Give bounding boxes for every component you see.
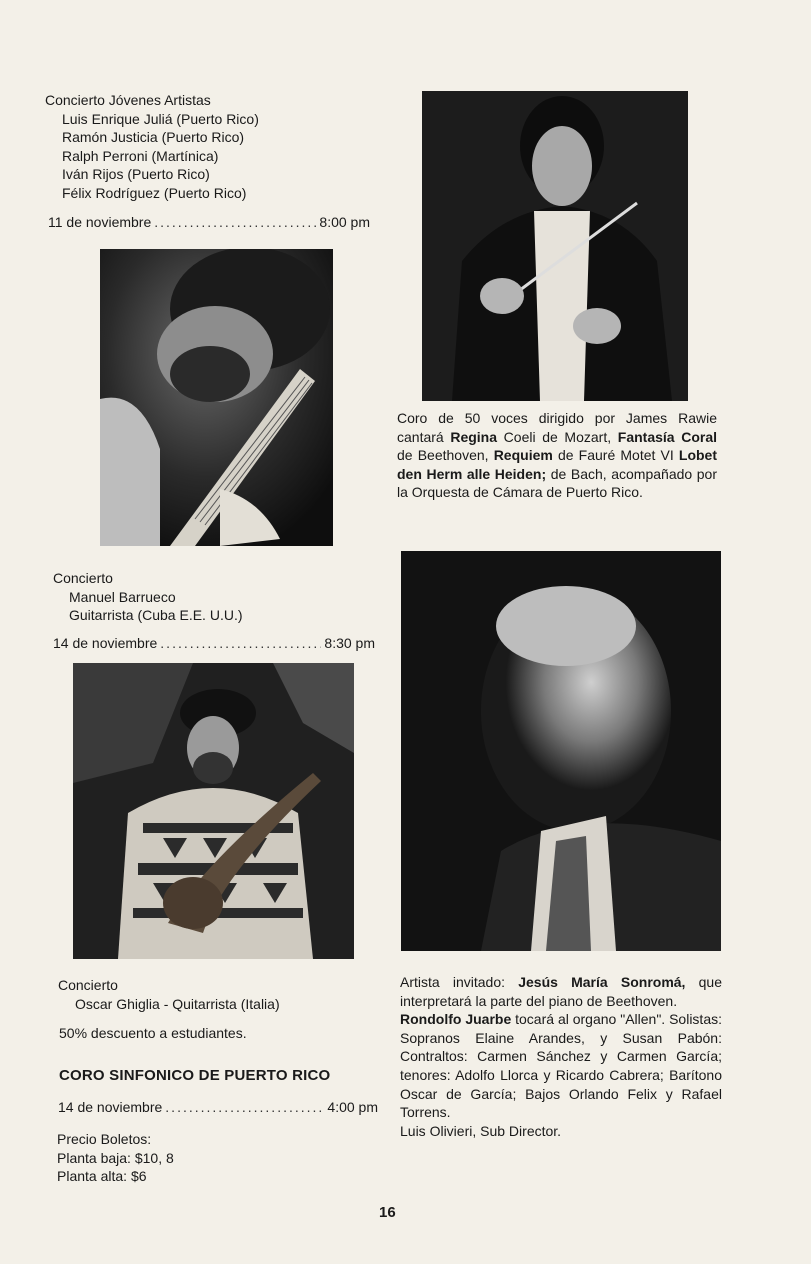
- choir-text: de Fauré Motet VI: [552, 447, 679, 464]
- pianist-portrait-photo: [401, 551, 721, 951]
- prices-title: Precio Boletos:: [57, 1131, 152, 1147]
- artist-name: Félix Rodríguez (Puerto Rico): [62, 184, 247, 201]
- choir-heading: CORO SINFONICO DE PUERTO RICO: [59, 1067, 331, 1084]
- work-title: Fantasía Coral: [617, 428, 717, 445]
- artist-name: Iván Rijos (Puerto Rico): [62, 166, 210, 183]
- schedule-line: [53, 635, 375, 651]
- schedule-date: 14 de noviembre: [53, 635, 158, 651]
- concert-title: Concierto Jóvenes Artistas: [45, 92, 211, 108]
- schedule-line: [48, 214, 370, 230]
- guitarist-sweater-photo: [73, 663, 354, 959]
- student-discount: 50% descuento a estudiantes.: [59, 1025, 247, 1041]
- choir-text: Coeli de Mozart,: [497, 428, 618, 445]
- guitarist-photo: [100, 249, 333, 546]
- performer-info: [53, 588, 373, 625]
- guest-text: Artista invitado:: [400, 974, 519, 990]
- leader-dots: [154, 214, 316, 230]
- guest-text: que interpretará la parte del piano de Beethoven.: [400, 974, 723, 1009]
- artist-name: Luis Enrique Juliá (Puerto Rico): [62, 110, 259, 127]
- ticket-prices: [57, 1130, 377, 1186]
- choir-text: Coro de 50 voces dirigido por James Rawie cantará: [397, 410, 717, 445]
- artist-list: [45, 110, 375, 203]
- artist-name: Ralph Perroni (Martínica): [62, 147, 219, 164]
- performer-name: Oscar Ghiglia - Quitarrista (Italia): [75, 995, 280, 1012]
- schedule-time: 4:00 pm: [327, 1099, 378, 1115]
- leader-dots: [160, 635, 321, 651]
- artist-name: Ramón Justicia (Puerto Rico): [62, 129, 245, 146]
- work-title: Requiem: [493, 447, 553, 464]
- price-upper-level: Planta alta: $6: [57, 1168, 147, 1185]
- work-title: Lobet den Herm alle Heiden;: [397, 447, 717, 482]
- schedule-time: 8:00 pm: [319, 214, 370, 230]
- barrueco-concert: [53, 569, 373, 625]
- young-artists-concert: [45, 91, 375, 203]
- guest-artist-name: Jesús María Sonromá,: [518, 974, 686, 990]
- concert-title: Concierto: [53, 570, 113, 586]
- choir-description: [397, 409, 717, 502]
- work-title: Regina: [450, 428, 498, 445]
- ghiglia-concert: [58, 976, 378, 1013]
- choir-text: de Bach, acompañado por la Orquesta de Cámara de Puerto Rico.: [397, 465, 718, 501]
- conductor-photo: [422, 91, 688, 401]
- schedule-line: [58, 1099, 378, 1115]
- schedule-time: 8:30 pm: [324, 635, 375, 651]
- performer-name: Manuel Barrueco: [69, 588, 176, 605]
- page-number: 16: [379, 1204, 396, 1221]
- price-lower-level: Planta baja: $10, 8: [57, 1149, 174, 1166]
- schedule-date: 14 de noviembre: [58, 1099, 163, 1115]
- soloists-text: tocará al organo "Allen". Solistas: Sopranos Elaine Arandes, y Susan Pabón: Contraltos: Carmen Sánchez y Carmen García; tenores: Adolfo Llorca y Ricardo Cabrera; Barítono Oscar de García; Bajos Orlando Felix y Rafael Torrens.: [400, 1011, 722, 1121]
- soloists-description: [400, 973, 722, 1140]
- performer-role: Guitarrista (Cuba E.E. U.U.): [69, 607, 243, 624]
- schedule-date: 11 de noviembre: [48, 214, 152, 230]
- concert-title: Concierto: [58, 977, 118, 993]
- sub-director-text: Luis Olivieri, Sub Director.: [400, 1122, 562, 1139]
- choir-text: de Beethoven,: [397, 447, 494, 464]
- organist-name: Rondolfo Juarbe: [400, 1011, 512, 1028]
- leader-dots: [165, 1099, 324, 1115]
